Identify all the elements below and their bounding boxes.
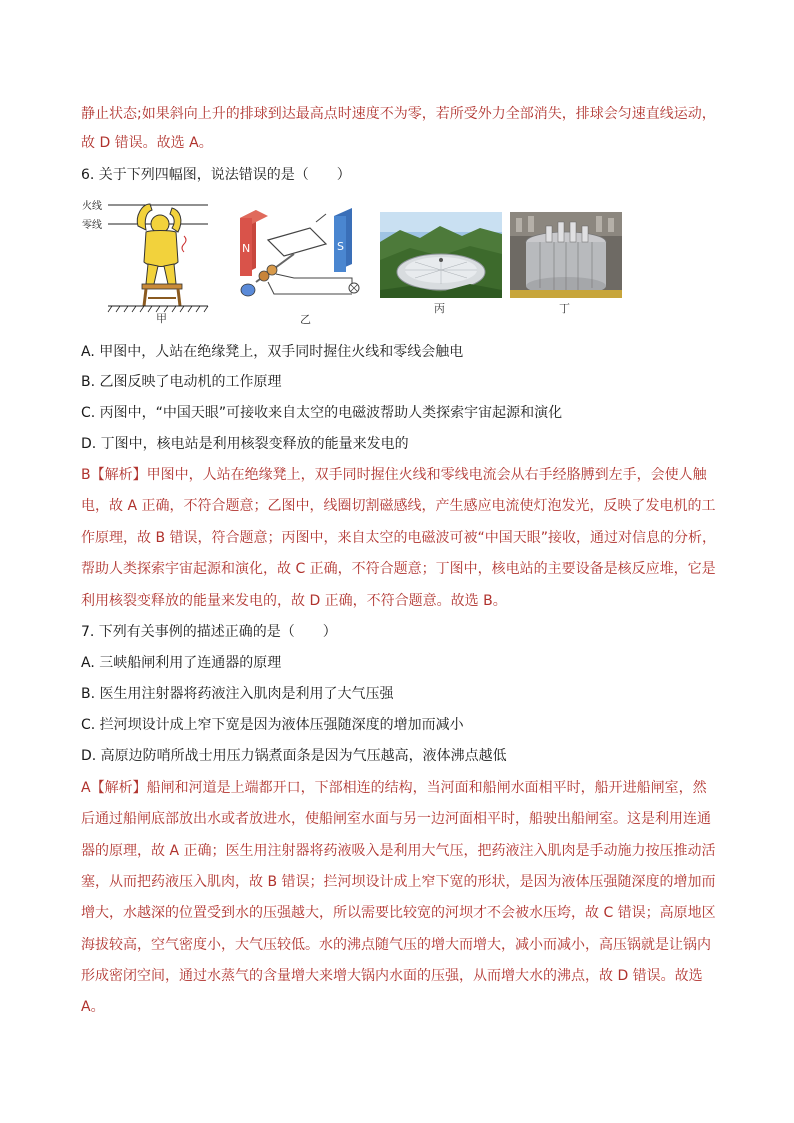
figure-jia-caption: 甲: [156, 312, 167, 325]
figure-yi-caption: 乙: [300, 313, 311, 326]
question-6-analysis-line-3: 作原理，故 B 错误，符合题意；丙图中，来自太空的电磁波可被“中国天眼”接收，通过对信息的分析，: [81, 530, 717, 546]
south-pole-label: S: [337, 240, 344, 253]
fast-telescope-photo: [380, 212, 502, 298]
figure-ding-caption: 丁: [559, 302, 570, 315]
person-illustration: [137, 204, 186, 284]
north-pole-label: N: [242, 242, 251, 255]
live-wire-label: 火线: [82, 201, 102, 212]
nuclear-reactor-photo: [510, 212, 622, 298]
question-7-analysis-line-6: 海拔较高，空气密度小，大气压较低。水的沸点随气压的增大而增大，减小而减小，高压锅就是让锅内: [81, 937, 711, 953]
question-7-analysis-line-7: 形成密闭空间，通过水蒸气的含量增大来增大锅内水面的压强，从而增大水的沸点，故 D 错误。故选: [81, 968, 703, 984]
question-7-option-b: B. 医生用注射器将药液注入肌肉是利用了大气压强: [81, 686, 394, 702]
neutral-wire-label: 零线: [82, 220, 102, 231]
question-7-analysis-line-2: 后通过船闸底部放出水或者放进水，使船闸室水面与另一边河面相平时，船驶出船闸室。这是利用连通: [81, 811, 711, 827]
question-7-option-c: C. 拦河坝设计成上窄下宽是因为液体压强随深度的增加而减小: [81, 717, 464, 733]
figure-yi: [234, 208, 372, 324]
question-6-stem: 6. 关于下列四幅图，说法错误的是（ ）: [81, 167, 351, 183]
figure-jia: [80, 196, 212, 324]
question-6-analysis-line-4: 帮助人类探索宇宙起源和演化，故 C 正确，不符合题意；丁图中，核电站的主要设备是核反应堆，它是: [81, 561, 716, 577]
figure-bing-caption: 丙: [434, 302, 445, 315]
prev-analysis-line-2: 故 D 错误。故选 A。: [81, 135, 213, 151]
prev-analysis-line-1: 静止状态;如果斜向上升的排球到达最高点时速度不为零，若所受外力全部消失，排球会匀速直线运动，: [81, 106, 716, 122]
question-7-stem: 7. 下列有关事例的描述正确的是（ ）: [81, 624, 337, 640]
question-7-analysis-line-3: 器的原理，故 A 正确；医生用注射器将药液吸入是利用大气压，把药液注入肌肉是手动施力按压推动活: [81, 843, 716, 859]
question-6-analysis-line-2: 电，故 A 正确，不符合题意；乙图中，线圈切割磁感线，产生感应电流使灯泡发光，反映了发电机的工: [81, 498, 716, 514]
insulated-stool: [142, 284, 182, 306]
question-7-analysis-line-4: 塞，从而把药液压入肌肉，故 B 错误；拦河坝设计成上窄下宽的形状，是因为液体压强随深度的增加而: [81, 874, 716, 890]
figure-ding: [510, 212, 622, 322]
question-6-analysis-line-1: B【解析】甲图中，人站在绝缘凳上，双手同时握住火线和零线电流会从右手经胳膊到左手，会使人触: [81, 467, 707, 483]
question-7-analysis-line-8: A。: [81, 999, 105, 1015]
question-6-option-d: D. 丁图中，核电站是利用核裂变释放的能量来发电的: [81, 436, 409, 452]
question-7-option-a: A. 三峡船闸利用了连通器的原理: [81, 655, 282, 671]
question-7-analysis-line-1: A【解析】船闸和河道是上端都开口，下部相连的结构，当河面和船闸水面相平时，船开进船闸室，然: [81, 780, 707, 796]
question-6-option-b: B. 乙图反映了电动机的工作原理: [81, 374, 282, 390]
question-6-analysis-line-5: 利用核裂变释放的能量来发电的，故 D 正确，不符合题意。故选 B。: [81, 593, 507, 609]
figure-bing: [380, 212, 502, 322]
question-7-analysis-line-5: 增大，水越深的位置受到水的压强越大，所以需要比较宽的河坝才不会被水压垮，故 C 错误；高原地区: [81, 905, 716, 921]
question-7-option-d: D. 高原边防哨所战士用压力锅煮面条是因为气压越高，液体沸点越低: [81, 748, 507, 764]
question-6-option-c: C. 丙图中，“中国天眼”可接收来自太空的电磁波帮助人类探索宇宙起源和演化: [81, 405, 563, 421]
question-6-option-a: A. 甲图中，人站在绝缘凳上，双手同时握住火线和零线会触电: [81, 344, 464, 360]
